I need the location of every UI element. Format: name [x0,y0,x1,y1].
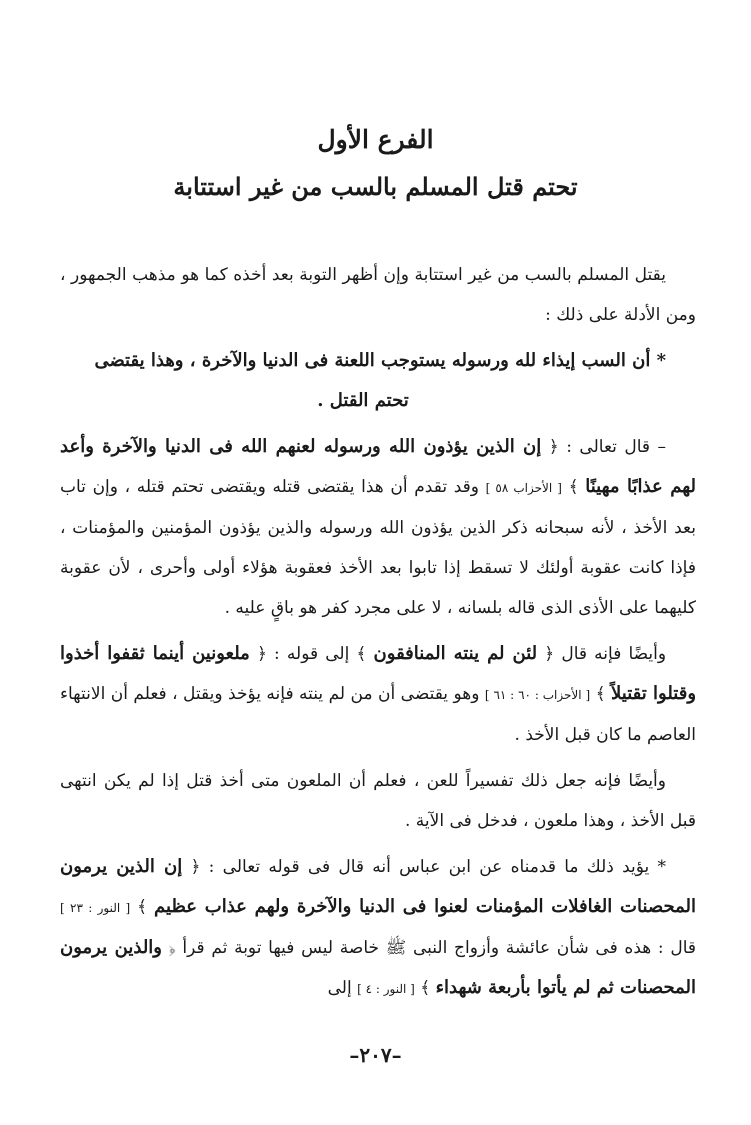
thesis-line-2: تحتم القتل . [317,390,409,411]
quote-intro: وأيضًا فإنه قال ﴿ [544,644,667,664]
paragraph-intro: يقتل المسلم بالسب من غير استتابة وإن أظهر التوبة بعد أخذه كما هو مذهب الجمهور ، ومن الأدلة على ذلك : [60,265,696,325]
continuation: إلى [327,978,352,998]
paragraph-evidence-2 [60,634,696,755]
paragraph-evidence-1 [60,427,696,628]
body-text [60,255,696,1015]
verse-text-2: والذين يرمون المحصنات ثم لم يأتوا بأربعة شهداء [60,937,696,998]
verse-reference: [ الأحزاب ٥٨ ] [485,481,562,495]
quote-intro: * يؤيد ذلك ما قدمناه عن ابن عباس أنه قال فى قوله تعالى : ﴿ [190,857,667,877]
thesis-line-1: * أن السب إيذاء لله ورسوله يستوجب اللعنة فى الدنيا والآخرة ، وهذا يقتضى [94,350,666,371]
quote-close: ﴾ [595,684,606,704]
paragraph-evidence-3: وأيضًا فإنه جعل ذلك تفسيراً للعن ، فعلم أن الملعون متى أخذ قتل إذا لم يكن انتهى قبل الأخذ ، وهذا ملعون ، فدخل فى الآية . [60,771,696,831]
paragraph-thesis [60,341,696,421]
verse-reference-2: [ النور : ٤ ] [357,982,415,996]
verse-reference: [ النور : ٢٣ ] [60,901,131,915]
verse-reference: [ الأحزاب : ٦٠ : ٦١ ] [484,688,591,702]
quote-close-2: ﴾ [420,978,431,998]
quote-close: ﴾ [568,477,579,497]
verse-text: لئن لم ينته المنافقون [373,643,538,664]
quote-middle: ﴾ إلى قوله : ﴿ [256,644,367,664]
section-subtitle: تحتم قتل المسلم بالسب من غير استتابة [173,172,578,201]
quote-intro: – قال تعالى : ﴿ [548,437,666,457]
page-number: –٢٠٧– [349,1043,402,1067]
section-title: الفرع الأول [317,125,434,154]
quote-close: ﴾ [137,897,148,917]
verse-text: إن الذين يرمون المحصنات الغافلات المؤمنات لعنوا فى الدنيا والآخرة ولهم عذاب عظيم [60,856,697,917]
commentary: وهو يقتضى أن من لم ينته فإنه يؤخذ ويقتل ، فعلم أن الانتهاء العاصم ما كان قبل الأخذ . [60,684,696,745]
verse-text-2: ملعونين أينما ثقفوا أخذوا وقتلوا تقتيلاً [60,643,697,704]
verse-text: إن الذين يؤذون الله ورسوله لعنهم الله فى الدنيا والآخرة وأعد لهم عذابًا مهينًا [60,436,696,497]
commentary: قال : هذه فى شأن عائشة وأزواج النبى ﷺ خاصة ليس فيها توبة ثم قرأ ﴿ [168,938,696,958]
paragraph-evidence-4 [60,847,696,1009]
commentary: وقد تقدم أن هذا يقتضى قتله ويقتضى تحتم قتله ، وإن تاب بعد الأخذ ، لأنه سبحانه ذكر الذين يؤذون الله ورسوله والذين يؤذون المؤمنين والمؤمنات ، فإذا كانت عقوبة أولئك لا تسقط إذا تابوا بعد الأخذ فعقوبة هؤلاء أولى وأحرى ، لأن عقوبة كليهما على الأذى الذى قاله بلسانه ، لا على مجرد كفر هو باقٍ عليه . [60,477,696,618]
